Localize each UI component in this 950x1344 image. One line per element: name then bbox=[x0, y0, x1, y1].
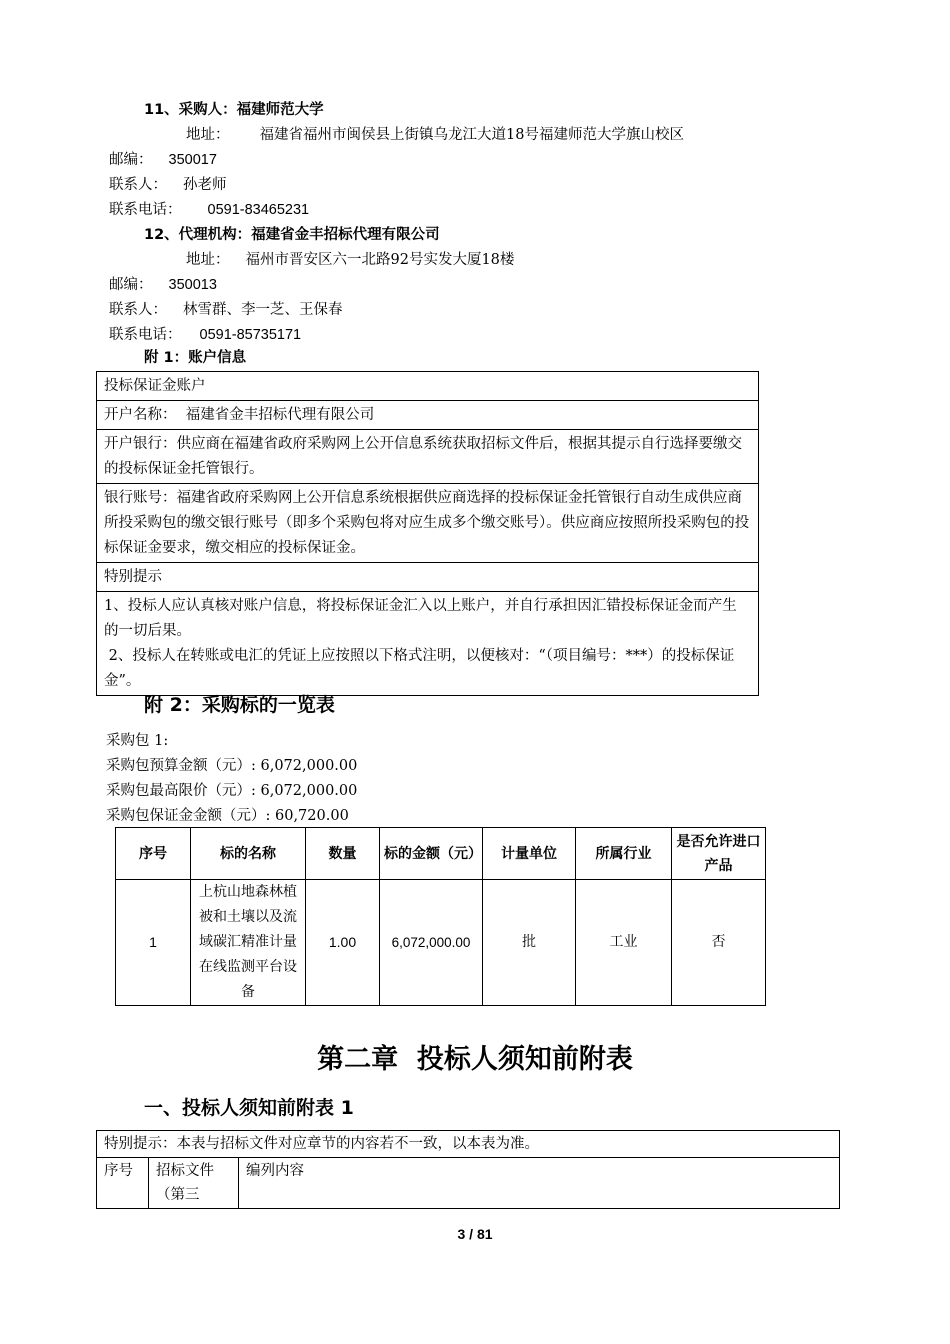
agency-zip bbox=[109, 275, 217, 295]
package-budget: 采购包预算金额（元）: 6,072,000.00 bbox=[106, 758, 358, 774]
appendix2-heading: 附 2：采购标的一览表 bbox=[144, 694, 335, 716]
bidder-instructions-table bbox=[96, 1130, 840, 1209]
table-note-row bbox=[97, 1131, 840, 1158]
purchaser-contact bbox=[109, 175, 227, 195]
account-row-title: 投标保证金账户 bbox=[104, 378, 206, 394]
cell-unit: 批 bbox=[483, 880, 576, 1006]
contact-value: 孙老师 bbox=[183, 177, 227, 193]
header-index: 序号 bbox=[97, 1158, 149, 1209]
phone-label: 联系电话： bbox=[109, 202, 182, 218]
phone-value: 0591-85735171 bbox=[199, 327, 302, 343]
purchaser-phone bbox=[109, 200, 309, 220]
cell-item-name: 上杭山地森林植被和土壤以及流域碳汇精准计量在线监测平台设备 bbox=[191, 880, 306, 1006]
purchaser-heading: 11、采购人：福建师范大学 bbox=[144, 102, 324, 118]
account-notes bbox=[97, 591, 758, 695]
agency-phone bbox=[109, 325, 301, 345]
purchaser-zip bbox=[109, 150, 217, 170]
agency-contact bbox=[109, 300, 343, 320]
header-doc-section: 招标文件（第三 bbox=[149, 1158, 239, 1209]
contact-label: 联系人： bbox=[109, 177, 167, 193]
contact-label: 联系人： bbox=[109, 302, 167, 318]
cell-industry: 工业 bbox=[576, 880, 672, 1006]
package-label: 采购包 1: bbox=[106, 733, 169, 749]
cell-quantity: 1.00 bbox=[306, 880, 380, 1006]
cell-import-allowed: 否 bbox=[672, 880, 766, 1006]
account-row-name: 开户名称： 福建省金丰招标代理有限公司 bbox=[97, 400, 758, 429]
procurement-items-table bbox=[115, 827, 766, 1006]
account-note-2: 2、投标人在转账或电汇的凭证上应按照以下格式注明，以便核对：“（项目编号：***）的投标保证金”。 bbox=[104, 648, 735, 689]
account-row-number: 银行账号：福建省政府采购网上公开信息系统根据供应商选择的投标保证金托管银行自动生成供应商所投采购包的缴交银行账号（即多个采购包将对应生成多个缴交账号）。供应商应按照所投采购包的投标保证金要求，缴交相应的投标保证金。 bbox=[97, 483, 758, 562]
special-note: 特别提示：本表与招标文件对应章节的内容若不一致，以本表为准。 bbox=[97, 1131, 840, 1158]
agency-address bbox=[186, 250, 514, 270]
chapter-title: 第二章 投标人须知前附表 bbox=[317, 1044, 633, 1075]
phone-value: 0591-83465231 bbox=[207, 202, 310, 218]
address-value: 福建省福州市闽侯县上街镇乌龙江大道18号福建师范大学旗山校区 bbox=[259, 127, 684, 143]
table-header-row bbox=[116, 828, 766, 880]
cell-index: 1 bbox=[116, 880, 191, 1006]
header-content: 编列内容 bbox=[239, 1158, 840, 1209]
agency-heading: 12、代理机构：福建省金丰招标代理有限公司 bbox=[144, 227, 440, 243]
zip-value: 350017 bbox=[168, 152, 217, 168]
cell-amount: 6,072,000.00 bbox=[380, 880, 483, 1006]
header-amount: 标的金额（元） bbox=[380, 828, 483, 880]
zip-label: 邮编： bbox=[109, 152, 153, 168]
phone-label: 联系电话： bbox=[109, 327, 182, 343]
contact-value: 林雪群、李一芝、王保春 bbox=[183, 302, 343, 318]
header-unit: 计量单位 bbox=[483, 828, 576, 880]
header-industry: 所属行业 bbox=[576, 828, 672, 880]
page-number: 3 / 81 bbox=[457, 1226, 493, 1242]
account-info-box bbox=[96, 371, 759, 696]
account-row-bank: 开户银行：供应商在福建省政府采购网上公开信息系统获取招标文件后，根据其提示自行选择要缴交的投标保证金托管银行。 bbox=[97, 429, 758, 483]
header-import-allowed: 是否允许进口产品 bbox=[672, 828, 766, 880]
address-label: 地址： bbox=[186, 127, 230, 143]
header-index: 序号 bbox=[116, 828, 191, 880]
header-item-name: 标的名称 bbox=[191, 828, 306, 880]
address-value: 福州市晋安区六一北路92号实发大厦18楼 bbox=[245, 252, 515, 268]
header-quantity: 数量 bbox=[306, 828, 380, 880]
account-note-1: 1、投标人应认真核对账户信息，将投标保证金汇入以上账户，并自行承担因汇错投标保证金而产生的一切后果。 bbox=[104, 598, 737, 639]
table-row bbox=[116, 880, 766, 1006]
account-row-special: 特别提示 bbox=[97, 562, 758, 591]
package-max-price: 采购包最高限价（元）: 6,072,000.00 bbox=[106, 783, 358, 799]
package-deposit: 采购包保证金金额（元）: 60,720.00 bbox=[106, 808, 349, 824]
table-header-row bbox=[97, 1158, 840, 1209]
section-title: 一、投标人须知前附表 1 bbox=[144, 1097, 354, 1119]
address-label: 地址： bbox=[186, 252, 230, 268]
appendix1-heading: 附 1：账户信息 bbox=[144, 350, 247, 366]
zip-value: 350013 bbox=[168, 277, 217, 293]
zip-label: 邮编： bbox=[109, 277, 153, 293]
purchaser-address bbox=[186, 125, 684, 145]
